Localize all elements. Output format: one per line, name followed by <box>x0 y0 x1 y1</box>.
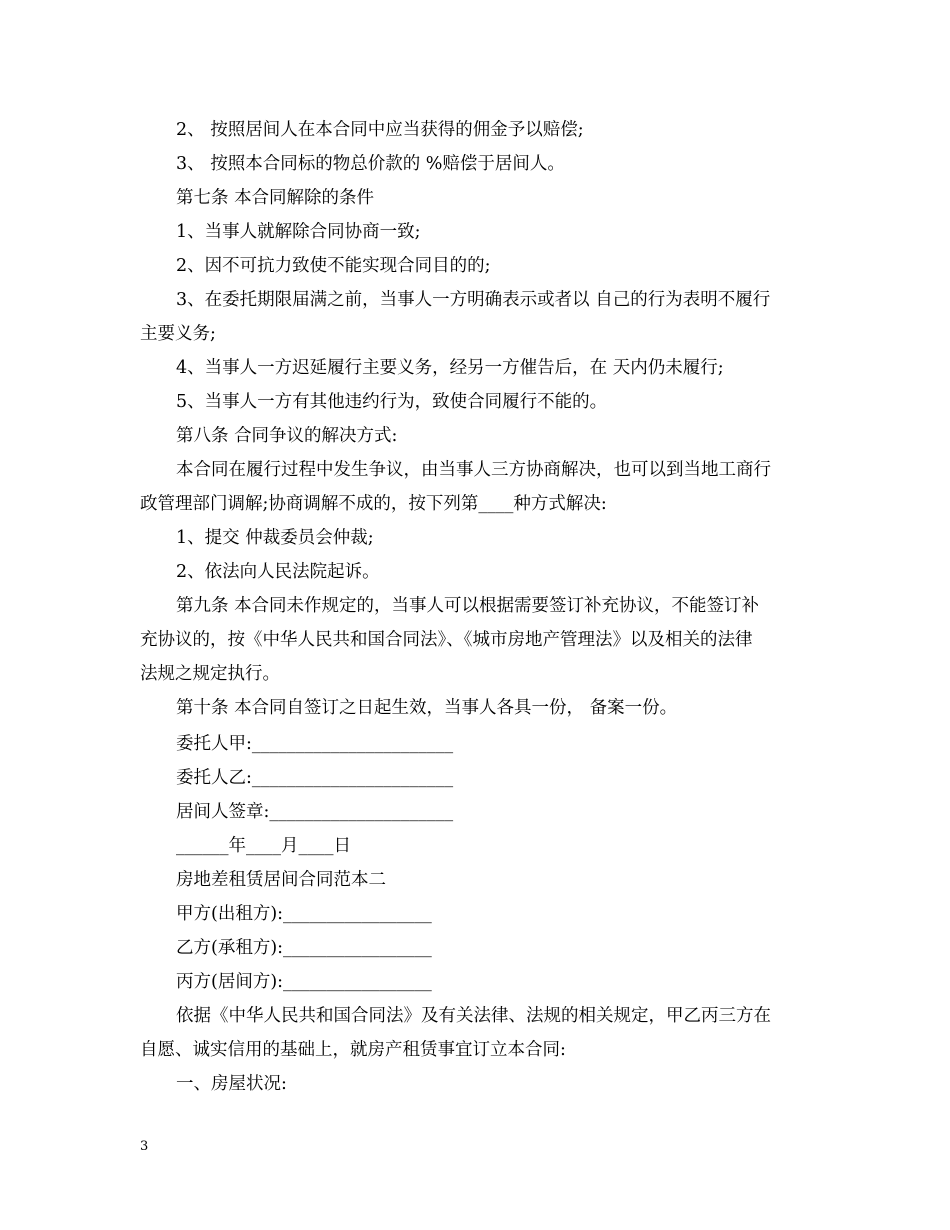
signature-line: 委托人乙:_______________________ <box>176 768 454 788</box>
text-line: 2、因不可抗力致使不能实现合同目的的; <box>176 256 491 276</box>
text-line: 2、依法向人民法院起诉。 <box>176 562 380 582</box>
page-number: 3 <box>140 1139 149 1154</box>
date-line: ______年____月____日 <box>176 836 351 856</box>
party-line: 丙方(居间方):_________________ <box>176 972 432 992</box>
text-line: 政管理部门调解;协商调解不成的，按下列第____种方式解决: <box>140 494 607 514</box>
section-heading: 第七条 本合同解除的条件 <box>176 188 375 208</box>
document-title: 房地差租赁居间合同范本二 <box>176 870 386 890</box>
text-line: 自愿、诚实信用的基础上，就房产租赁事宜订立本合同: <box>140 1040 566 1060</box>
text-line: 依据《中华人民共和国合同法》及有关法律、法规的相关规定，甲乙丙三方在 <box>176 1006 771 1026</box>
party-line: 甲方(出租方):_________________ <box>176 904 432 924</box>
text-line: 充协议的，按《中华人民共和国合同法》、《城市房地产管理法》以及相关的法律 <box>140 630 753 650</box>
signature-line: 居间人签章:_____________________ <box>176 802 454 822</box>
text-line: 2、 按照居间人在本合同中应当获得的佣金予以赔偿; <box>176 120 584 140</box>
text-line: 1、提交 仲裁委员会仲裁; <box>176 528 374 548</box>
text-line: 本合同在履行过程中发生争议，由当事人三方协商解决，也可以到当地工商行 <box>176 460 771 480</box>
text-line: 第九条 本合同未作规定的，当事人可以根据需要签订补充协议，不能签订补 <box>176 596 760 616</box>
text-line: 法规之规定执行。 <box>140 664 280 684</box>
party-line: 乙方(承租方):_________________ <box>176 938 432 958</box>
section-heading: 第八条 合同争议的解决方式: <box>176 426 398 446</box>
text-line: 主要义务; <box>140 324 216 344</box>
text-line: 5、当事人一方有其他违约行为，致使合同履行不能的。 <box>176 392 608 412</box>
text-line: 第十条 本合同自签订之日起生效，当事人各具一份， 备案一份。 <box>176 698 678 718</box>
text-line: 4、当事人一方迟延履行主要义务，经另一方催告后，在 天内仍未履行; <box>176 358 724 378</box>
signature-line: 委托人甲:_______________________ <box>176 734 454 754</box>
text-line: 3、在委托期限届满之前，当事人一方明确表示或者以 自己的行为表明不履行 <box>176 290 771 310</box>
section-heading: 一、房屋状况: <box>176 1074 287 1094</box>
text-line: 3、 按照本合同标的物总价款的 %赔偿于居间人。 <box>176 154 565 174</box>
text-line: 1、当事人就解除合同协商一致; <box>176 222 421 242</box>
